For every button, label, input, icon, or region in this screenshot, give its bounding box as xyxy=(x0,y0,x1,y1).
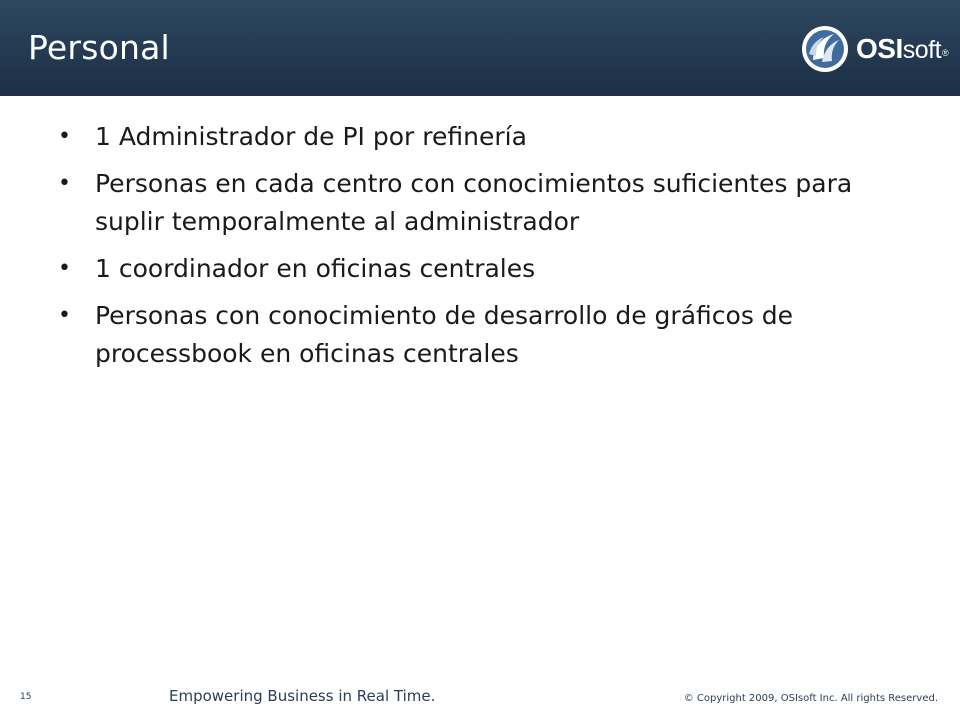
bullet-marker: • xyxy=(58,256,71,281)
osisoft-wordmark xyxy=(856,32,949,70)
bullet-item xyxy=(56,250,916,288)
bullet-text: 1 Administrador de PI por refinería xyxy=(95,122,527,151)
bullet-text: Personas en cada centro con conocimientos suficientes para suplir temporalmente al administrador xyxy=(95,169,853,236)
osisoft-logo xyxy=(800,24,950,74)
bullet-list xyxy=(56,118,916,382)
bullet-text: 1 coordinador en oficinas centrales xyxy=(95,254,536,283)
bullet-text: Personas con conocimiento de desarrollo de gráficos de processbook en oficinas centrales xyxy=(95,301,794,368)
bullet-marker: • xyxy=(58,303,71,328)
bullet-item xyxy=(56,118,916,156)
page-number: 15 xyxy=(20,692,32,702)
osisoft-logo-icon xyxy=(800,24,850,74)
logo-registered-mark: ® xyxy=(942,48,949,58)
copyright-notice: © Copyright 2009, OSIsoft Inc. All rights Reserved. xyxy=(683,693,938,704)
title-bar xyxy=(0,0,960,96)
logo-text-bold: OSI xyxy=(856,33,903,64)
bullet-marker: • xyxy=(58,171,71,196)
bullet-item xyxy=(56,165,916,241)
logo-text-light: soft xyxy=(902,36,942,64)
bullet-item xyxy=(56,297,916,373)
bullet-marker: • xyxy=(58,124,71,149)
slide-title: Personal xyxy=(28,28,170,67)
footer-tagline: Empowering Business in Real Time. xyxy=(169,687,436,705)
